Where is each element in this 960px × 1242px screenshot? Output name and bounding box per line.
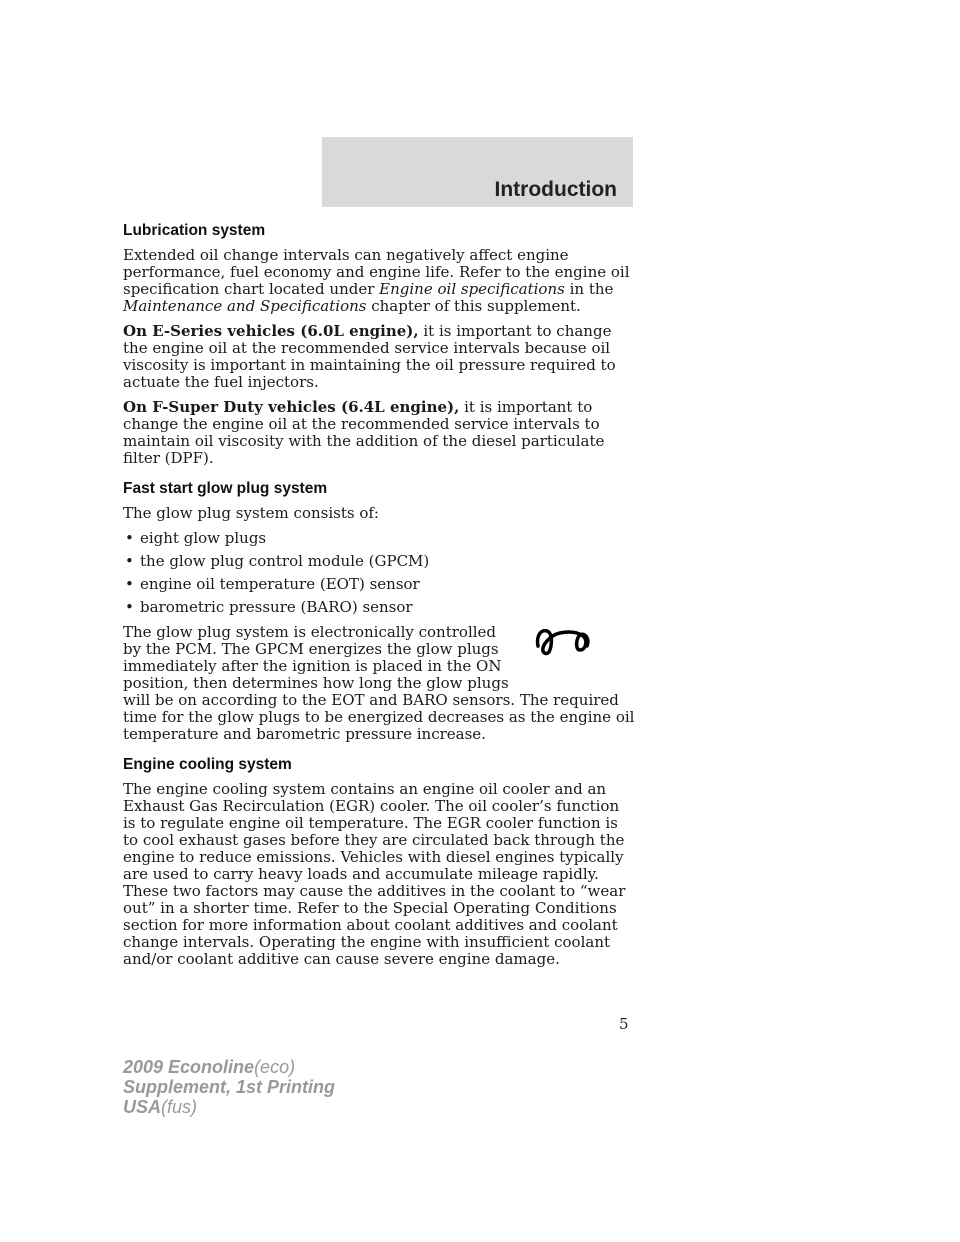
list-item: • engine oil temperature (EOT) sensor (125, 575, 420, 593)
page-content (123, 222, 635, 976)
list-item: • barometric pressure (BARO) sensor (125, 598, 413, 616)
glow-plug-intro: The glow plug system consists of: (123, 504, 379, 522)
lubrication-heading: Lubrication system (123, 222, 266, 239)
lubrication-paragraph-f-super-duty: On F-Super Duty vehicles (6.4L engine), it is important to change the engine oil at the recommended service intervals to maintain oil viscosity with the addition of the diesel particulate filter (DPF). (123, 398, 605, 467)
footer-line-3: USA(fus) (123, 1097, 198, 1117)
link-text-oil-specs: Engine oil specifications (379, 280, 565, 298)
glow-plug-indicator-icon (517, 624, 607, 684)
glow-plug-body: The glow plug system is electronically controlled by the PCM. The GPCM energizes the glow plugs immediately after the ignition is placed in the ON position, then determines how long the glow plugs will be on according to the EOT and BARO sensors. The required time for the glow plugs to be energized decreases as the engine oil temperature and barometric pressure increase. (123, 623, 635, 743)
print-footer (123, 1057, 335, 1117)
link-text-maintenance-chapter: Maintenance and Specifications (123, 297, 367, 315)
lubrication-paragraph-1: Extended oil change intervals can negatively affect engine performance, fuel economy and engine life. Refer to the engine oil specification chart located under Engine oil specifications in the Maintenance and Specifications chapter of this supplement. (123, 246, 630, 315)
page-number: 5 (619, 1015, 629, 1033)
cooling-heading: Engine cooling system (123, 756, 292, 773)
footer-line-2: Supplement, 1st Printing (123, 1077, 336, 1097)
lubrication-paragraph-e-series: On E-Series vehicles (6.0L engine), it is important to change the engine oil at the recommended service intervals because oil viscosity is important in maintaining the oil pressure required to actuate the fuel injectors. (123, 322, 616, 391)
chapter-header-bar (322, 137, 633, 207)
chapter-title: Introduction (494, 178, 617, 201)
list-item: • the glow plug control module (GPCM) (125, 552, 430, 570)
cooling-body: The engine cooling system contains an engine oil cooler and an Exhaust Gas Recirculation (EGR) cooler. The oil cooler’s function is to regulate engine oil temperature. The EGR cooler function is to cool exhaust gases before they are circulated back through the engine to reduce emissions. Vehicles with diesel engines typically are used to carry heavy loads and accumulate mileage rapidly. These two factors may cause the additives in the coolant to “wear out” in a shorter time. Refer to the Special Operating Conditions section for more information about coolant additives and coolant change intervals. Operating the engine with insufficient coolant and/or coolant additive can cause severe engine damage. (123, 780, 626, 968)
footer-line-1: 2009 Econoline(eco) (123, 1057, 296, 1077)
glow-plug-heading: Fast start glow plug system (123, 480, 328, 497)
glow-plug-components-list (123, 530, 635, 616)
list-item: • eight glow plugs (125, 529, 267, 547)
